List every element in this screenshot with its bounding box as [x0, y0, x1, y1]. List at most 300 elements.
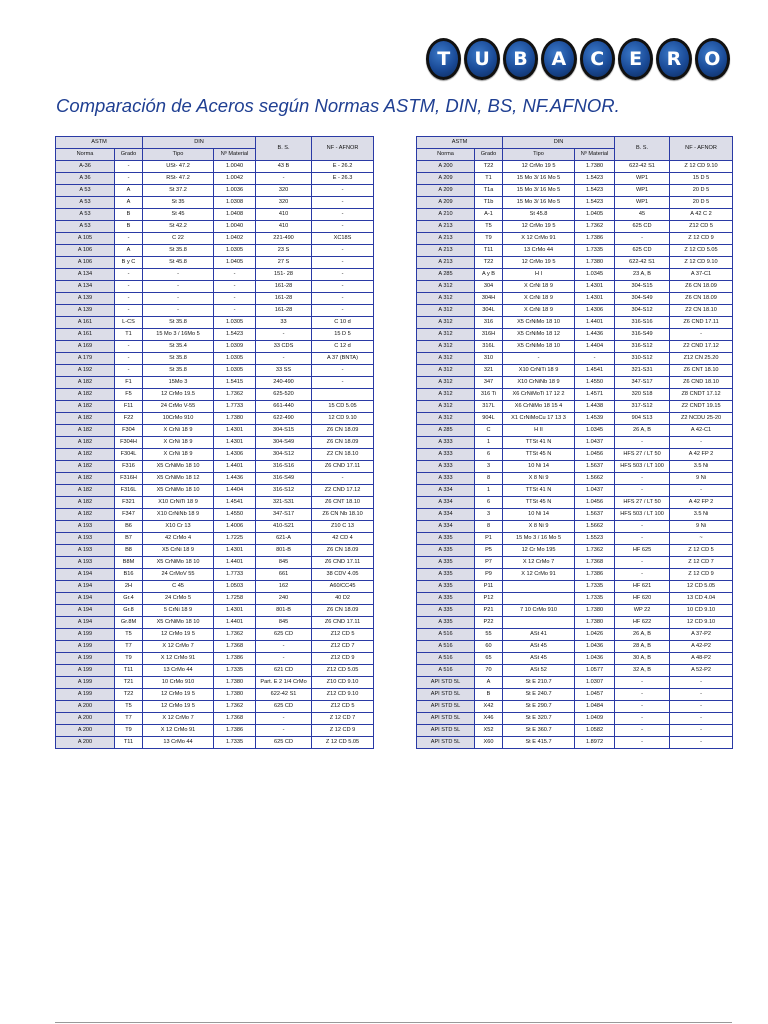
cell-norma: A 194 — [56, 605, 115, 617]
cell-nf-afnor: Z 12 CD 5.05 — [312, 737, 374, 749]
cell-nf-afnor: 42 CD 4 — [312, 533, 374, 545]
table-row — [56, 401, 374, 413]
cell-bs: WP1 — [615, 197, 670, 209]
cell-tipo: 12 CrMo 19 5 — [143, 701, 214, 713]
cell-bs: - — [615, 485, 670, 497]
cell-tipo: X10 CrNiNb 18 9 — [143, 509, 214, 521]
cell-material: 1.7733 — [214, 401, 256, 413]
table-row — [417, 689, 733, 701]
cell-norma: A 335 — [417, 545, 475, 557]
cell-material: 1.4571 — [575, 389, 615, 401]
cell-norma: A 199 — [56, 653, 115, 665]
table-row — [56, 329, 374, 341]
cell-nf-afnor: XC18S — [312, 233, 374, 245]
cell-grado: B8 — [115, 545, 143, 557]
cell-tipo: X6 CrNiMo 18 15 4 — [503, 401, 575, 413]
cell-tipo: X 12 CrMo 91 — [503, 569, 575, 581]
cell-tipo: St 35.8 — [143, 245, 214, 257]
cell-grado: F304H — [115, 437, 143, 449]
cell-nf-afnor: A 42-C1 — [670, 425, 733, 437]
cell-bs: 304-S12 — [615, 305, 670, 317]
cell-grado: T11 — [475, 245, 503, 257]
cell-tipo: 12 CrMo 19 5 — [143, 689, 214, 701]
cell-norma: A 193 — [56, 545, 115, 557]
cell-grado: T7 — [115, 713, 143, 725]
table-row — [417, 245, 733, 257]
table-row — [56, 653, 374, 665]
cell-bs: WP1 — [615, 173, 670, 185]
cell-tipo: - — [143, 269, 214, 281]
cell-nf-afnor: 15 D 5 — [670, 173, 733, 185]
cell-nf-afnor: A 48-P2 — [670, 653, 733, 665]
cell-material: 1.5423 — [575, 197, 615, 209]
cell-tipo: St E 320.7 — [503, 713, 575, 725]
cell-grado: T5 — [115, 629, 143, 641]
cell-bs: - — [615, 701, 670, 713]
cell-norma: A 335 — [417, 557, 475, 569]
cell-bs: 622-42 S1 — [615, 257, 670, 269]
cell-bs: 621-A — [256, 533, 312, 545]
cell-tipo: 15 Mo 3/ 16 Mo 5 — [503, 185, 575, 197]
cell-norma: A 213 — [417, 245, 475, 257]
cell-grado: F11 — [115, 401, 143, 413]
cell-norma: A 312 — [417, 401, 475, 413]
cell-material: 1.5423 — [214, 329, 256, 341]
cell-bs: 23 S — [256, 245, 312, 257]
cell-grado: 317L — [475, 401, 503, 413]
cell-norma: A 333 — [417, 449, 475, 461]
cell-tipo: X10 CrNiTi 18 9 — [503, 365, 575, 377]
cell-nf-afnor: Z6 CN 18.09 — [312, 545, 374, 557]
cell-norma: A 200 — [56, 701, 115, 713]
table-row — [417, 581, 733, 593]
cell-tipo: 15 Mo 3/ 16 Mo 5 — [503, 197, 575, 209]
cell-norma: A 199 — [56, 641, 115, 653]
cell-norma: A 106 — [56, 245, 115, 257]
cell-material: 1.8972 — [575, 737, 615, 749]
cell-tipo: X 12 CrMo 7 — [143, 641, 214, 653]
table-row — [56, 641, 374, 653]
table-row — [417, 617, 733, 629]
tubacero-logo — [426, 37, 730, 81]
cell-tipo: St 35.8 — [143, 317, 214, 329]
table-row — [417, 605, 733, 617]
cell-grado: 55 — [475, 629, 503, 641]
cell-tipo: X 8 Ni 9 — [503, 521, 575, 533]
table-row — [56, 437, 374, 449]
cell-material: - — [575, 353, 615, 365]
cell-grado: P22 — [475, 617, 503, 629]
cell-material: 1.0405 — [575, 209, 615, 221]
cell-tipo: TTSt 41 N — [503, 485, 575, 497]
cell-norma: A 182 — [56, 509, 115, 521]
cell-norma: A 182 — [56, 449, 115, 461]
cell-material: 1.4550 — [214, 509, 256, 521]
cell-grado: T22 — [475, 161, 503, 173]
cell-norma: A 334 — [417, 497, 475, 509]
cell-material: 1.4301 — [575, 281, 615, 293]
table-row — [56, 365, 374, 377]
table-row — [56, 533, 374, 545]
cell-grado: 316 Ti — [475, 389, 503, 401]
header-nf-afnor: NF - AFNOR — [670, 137, 733, 161]
cell-grado: T9 — [115, 653, 143, 665]
cell-material: 1.0456 — [575, 497, 615, 509]
table-row — [56, 377, 374, 389]
cell-material: 1.0436 — [575, 653, 615, 665]
cell-norma: A 199 — [56, 677, 115, 689]
cell-material: 1.4436 — [575, 329, 615, 341]
cell-grado: T22 — [115, 689, 143, 701]
cell-bs: 304-S49 — [615, 293, 670, 305]
table-row — [56, 509, 374, 521]
table-row — [417, 221, 733, 233]
cell-material: 1.4401 — [214, 557, 256, 569]
cell-bs: 845 — [256, 557, 312, 569]
cell-nf-afnor: A 37 (BNTA) — [312, 353, 374, 365]
cell-bs: 321-S31 — [615, 365, 670, 377]
cell-nf-afnor: Z12 CD 5 — [312, 701, 374, 713]
cell-norma: A 285 — [417, 425, 475, 437]
cell-grado: 6 — [475, 449, 503, 461]
cell-material: 1.0484 — [575, 701, 615, 713]
table-row — [56, 185, 374, 197]
table-row — [56, 341, 374, 353]
cell-norma: A 199 — [56, 689, 115, 701]
cell-grado: 65 — [475, 653, 503, 665]
cell-tipo: C 45 — [143, 581, 214, 593]
cell-tipo: RSt- 47.2 — [143, 173, 214, 185]
cell-tipo: H I — [503, 269, 575, 281]
table-row — [417, 353, 733, 365]
cell-tipo: X 12 CrMo 7 — [143, 713, 214, 725]
cell-tipo: 12 Cr Mo 195 — [503, 545, 575, 557]
cell-grado: Gr.8 — [115, 605, 143, 617]
cell-material: 1.5637 — [575, 509, 615, 521]
cell-nf-afnor: Z 12 CD 5 — [670, 545, 733, 557]
table-row — [417, 401, 733, 413]
cell-tipo: X5 CrNiMo 18 12 — [503, 329, 575, 341]
cell-nf-afnor: A 42 C 2 — [670, 209, 733, 221]
cell-tipo: X 12 CrMo 91 — [143, 653, 214, 665]
cell-bs: 33 SS — [256, 365, 312, 377]
cell-bs: - — [615, 533, 670, 545]
table-row — [417, 341, 733, 353]
cell-bs: - — [615, 473, 670, 485]
cell-norma: A 53 — [56, 209, 115, 221]
cell-nf-afnor: A 37-P2 — [670, 629, 733, 641]
cell-bs: HF 622 — [615, 617, 670, 629]
cell-tipo: St 45.8 — [503, 209, 575, 221]
table-row — [417, 425, 733, 437]
cell-nf-afnor: Z6 CND 17.11 — [312, 461, 374, 473]
cell-norma: A 53 — [56, 221, 115, 233]
cell-nf-afnor: Z12 CN 25.20 — [670, 353, 733, 365]
table-row — [417, 497, 733, 509]
cell-grado: 304 — [475, 281, 503, 293]
cell-norma: A 333 — [417, 473, 475, 485]
logo-letter-ball: T — [426, 38, 461, 80]
cell-grado: 316L — [475, 341, 503, 353]
cell-nf-afnor: A60/CC45 — [312, 581, 374, 593]
cell-tipo: - — [143, 281, 214, 293]
cell-nf-afnor: Z6 CN 18.09 — [312, 605, 374, 617]
cell-bs: - — [615, 521, 670, 533]
table-row — [417, 269, 733, 281]
cell-material: 1.0577 — [575, 665, 615, 677]
cell-grado: - — [115, 281, 143, 293]
cell-tipo: H II — [503, 425, 575, 437]
cell-bs: - — [256, 641, 312, 653]
cell-bs: 321-S31 — [256, 497, 312, 509]
cell-grado: A y B — [475, 269, 503, 281]
cell-material: 1.7380 — [575, 161, 615, 173]
cell-bs: 161-28 — [256, 281, 312, 293]
cell-tipo: St 42.2 — [143, 221, 214, 233]
cell-bs: 661-440 — [256, 401, 312, 413]
cell-tipo: X5 CrNiMo 18 10 — [503, 317, 575, 329]
cell-grado: 316H — [475, 329, 503, 341]
cell-tipo: - — [503, 353, 575, 365]
header-material: Nº Material — [575, 149, 615, 161]
cell-tipo: St E 210.7 — [503, 677, 575, 689]
cell-nf-afnor: - — [670, 701, 733, 713]
cell-bs: 240 — [256, 593, 312, 605]
cell-norma: A 134 — [56, 269, 115, 281]
cell-bs: - — [256, 653, 312, 665]
table-row — [417, 725, 733, 737]
cell-material: 1.5662 — [575, 521, 615, 533]
cell-tipo: X1 CrNiMoCu 17 13 3 — [503, 413, 575, 425]
cell-material: 1.7380 — [575, 257, 615, 269]
cell-norma: A 199 — [56, 629, 115, 641]
cell-nf-afnor — [312, 389, 374, 401]
cell-grado: 70 — [475, 665, 503, 677]
cell-nf-afnor: Z6 CN Nb 18.10 — [312, 509, 374, 521]
table-row — [417, 293, 733, 305]
cell-bs: 621 CD — [256, 665, 312, 677]
cell-norma: A 105 — [56, 233, 115, 245]
cell-grado: 304H — [475, 293, 503, 305]
table-row — [56, 245, 374, 257]
cell-tipo: St 35.8 — [143, 353, 214, 365]
cell-material: 1.0582 — [575, 725, 615, 737]
cell-norma: A 182 — [56, 401, 115, 413]
cell-nf-afnor: - — [312, 293, 374, 305]
cell-bs: 347-S17 — [615, 377, 670, 389]
cell-tipo: 10 CrMo 910 — [143, 677, 214, 689]
cell-nf-afnor: Z10 CD 9.10 — [312, 677, 374, 689]
cell-norma: A 312 — [417, 329, 475, 341]
cell-tipo: X6 CrNiMoTi 17 12 2 — [503, 389, 575, 401]
cell-tipo: TTSt 45 N — [503, 449, 575, 461]
cell-grado: 310 — [475, 353, 503, 365]
steel-comparison-table-right — [416, 136, 733, 749]
cell-nf-afnor: Z2 CN 18.10 — [670, 305, 733, 317]
cell-nf-afnor: 12 CD 9.10 — [670, 617, 733, 629]
table-row — [417, 437, 733, 449]
table-row — [417, 305, 733, 317]
cell-grado: A — [115, 197, 143, 209]
cell-nf-afnor: - — [670, 737, 733, 749]
cell-material: 1.0408 — [214, 209, 256, 221]
table-row — [56, 545, 374, 557]
cell-material: 1.0042 — [214, 173, 256, 185]
cell-grado: B8M — [115, 557, 143, 569]
cell-nf-afnor: 9 Ni — [670, 473, 733, 485]
cell-bs: 33 CDS — [256, 341, 312, 353]
cell-nf-afnor: Z12 CD 9.10 — [312, 689, 374, 701]
cell-nf-afnor: Z6 CND 18.10 — [670, 377, 733, 389]
cell-material: 1.4401 — [214, 617, 256, 629]
table-row — [56, 689, 374, 701]
cell-grado: - — [115, 293, 143, 305]
cell-material: - — [214, 281, 256, 293]
table-row — [417, 389, 733, 401]
cell-grado: Gr.4 — [115, 593, 143, 605]
table-row — [417, 629, 733, 641]
cell-tipo: ASt 45 — [503, 641, 575, 653]
cell-norma: A 182 — [56, 377, 115, 389]
cell-norma: A 333 — [417, 437, 475, 449]
cell-bs: 410 — [256, 221, 312, 233]
cell-material: 1.0405 — [214, 257, 256, 269]
cell-bs: 317-S12 — [615, 401, 670, 413]
cell-bs: HF 621 — [615, 581, 670, 593]
cell-tipo: - — [143, 293, 214, 305]
table-row — [56, 425, 374, 437]
cell-material: 1.7368 — [575, 557, 615, 569]
cell-nf-afnor: C 10 d — [312, 317, 374, 329]
header-norma: Norma — [417, 149, 475, 161]
cell-grado: 3 — [475, 461, 503, 473]
cell-nf-afnor: Z10 C 13 — [312, 521, 374, 533]
table-row — [417, 461, 733, 473]
cell-grado: C — [475, 425, 503, 437]
cell-tipo: 10 Ni 14 — [503, 461, 575, 473]
cell-nf-afnor: Z6 CN 18.09 — [312, 425, 374, 437]
cell-norma: A 209 — [417, 173, 475, 185]
cell-grado: B — [475, 689, 503, 701]
table-row — [56, 701, 374, 713]
table-row — [56, 713, 374, 725]
table-row — [56, 269, 374, 281]
cell-nf-afnor: E - 26.2 — [312, 161, 374, 173]
cell-material: 1.7386 — [575, 569, 615, 581]
cell-nf-afnor: Z2 CND 17.12 — [670, 341, 733, 353]
table-row — [417, 545, 733, 557]
table-row — [417, 257, 733, 269]
cell-bs: Part. E 2 1/4 CrMo — [256, 677, 312, 689]
table-row — [56, 353, 374, 365]
cell-nf-afnor: Z6 CN 18.09 — [312, 437, 374, 449]
cell-nf-afnor: Z6 CND 17.11 — [312, 557, 374, 569]
cell-tipo: St E 290.7 — [503, 701, 575, 713]
cell-norma: API STD 5L — [417, 725, 475, 737]
cell-material: - — [214, 269, 256, 281]
cell-bs: HFS 503 / LT 100 — [615, 509, 670, 521]
cell-norma: A 334 — [417, 521, 475, 533]
cell-norma: A 200 — [417, 161, 475, 173]
cell-norma: A 161 — [56, 329, 115, 341]
cell-norma: A 53 — [56, 197, 115, 209]
table-row — [56, 557, 374, 569]
cell-tipo: TTSt 45 N — [503, 497, 575, 509]
table-row — [417, 473, 733, 485]
cell-bs: 304-S15 — [615, 281, 670, 293]
cell-material: 1.5423 — [575, 185, 615, 197]
cell-tipo: St 35 — [143, 197, 214, 209]
cell-nf-afnor: 20 D 5 — [670, 185, 733, 197]
table-row — [417, 209, 733, 221]
table-row — [417, 641, 733, 653]
cell-bs: 320 — [256, 185, 312, 197]
cell-bs: 625-520 — [256, 389, 312, 401]
table-row — [417, 701, 733, 713]
steel-comparison-table-left — [55, 136, 374, 749]
cell-grado: T22 — [475, 257, 503, 269]
table-row — [417, 317, 733, 329]
table-row — [417, 329, 733, 341]
cell-norma: A 36 — [56, 173, 115, 185]
cell-norma: A 333 — [417, 461, 475, 473]
cell-bs: 320 S18 — [615, 389, 670, 401]
cell-nf-afnor: Z6 CND 17.11 — [312, 617, 374, 629]
cell-norma: A 312 — [417, 365, 475, 377]
cell-tipo: X5 CrNi 18 9 — [143, 545, 214, 557]
cell-grado: F22 — [115, 413, 143, 425]
cell-nf-afnor: - — [670, 677, 733, 689]
cell-bs: 304-S12 — [256, 449, 312, 461]
cell-bs: 801-B — [256, 605, 312, 617]
cell-bs: 316-S16 — [615, 317, 670, 329]
cell-nf-afnor: - — [670, 713, 733, 725]
cell-material: 1.7380 — [575, 605, 615, 617]
cell-bs: 310-S12 — [615, 353, 670, 365]
cell-bs: 320 — [256, 197, 312, 209]
cell-tipo: X 12 CrMo 91 — [143, 725, 214, 737]
cell-material: 1.7380 — [575, 617, 615, 629]
table-row — [417, 509, 733, 521]
cell-nf-afnor: - — [670, 485, 733, 497]
table-row — [417, 161, 733, 173]
table-row — [56, 257, 374, 269]
cell-bs: 622-42 S1 — [256, 689, 312, 701]
cell-grado: B — [115, 221, 143, 233]
cell-nf-afnor: Z12 CD 7 — [312, 641, 374, 653]
header-nf-afnor: NF - AFNOR — [312, 137, 374, 161]
cell-norma: A 182 — [56, 437, 115, 449]
cell-norma: A 213 — [417, 221, 475, 233]
cell-nf-afnor: Z12 CD 5 — [670, 221, 733, 233]
cell-material: 1.0305 — [214, 317, 256, 329]
table-row — [56, 737, 374, 749]
cell-bs: 30 A, B — [615, 653, 670, 665]
cell-bs: HFS 503 / LT 100 — [615, 461, 670, 473]
cell-nf-afnor: Z 12 CD 7 — [670, 557, 733, 569]
cell-bs: 27 S — [256, 257, 312, 269]
table-row — [56, 605, 374, 617]
cell-tipo: 12 CrMo 19 5 — [503, 161, 575, 173]
cell-bs: WP 22 — [615, 605, 670, 617]
cell-tipo: X CrNi 18 9 — [503, 281, 575, 293]
cell-nf-afnor: Z2 CND 17.12 — [312, 485, 374, 497]
cell-tipo: TTSt 41 N — [503, 437, 575, 449]
cell-material: 1.5415 — [214, 377, 256, 389]
cell-material: 1.7368 — [214, 641, 256, 653]
cell-material: 1.7362 — [575, 221, 615, 233]
header-din: DIN — [503, 137, 615, 149]
